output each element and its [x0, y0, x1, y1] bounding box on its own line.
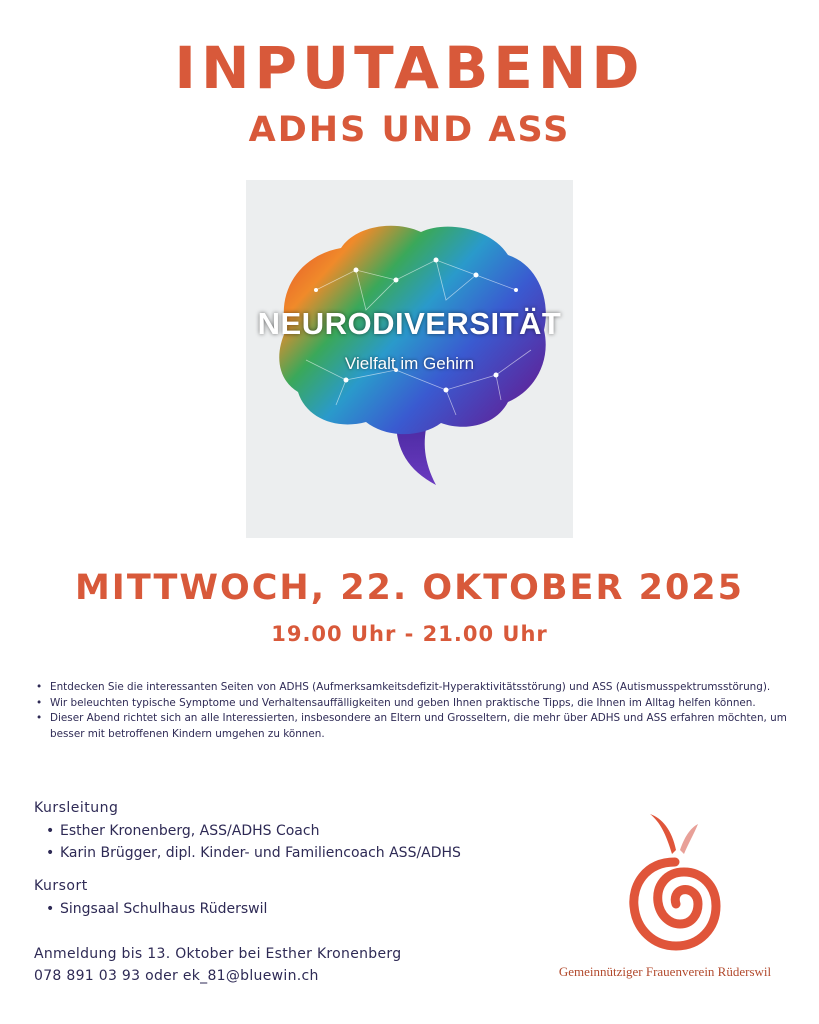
event-time: 19.00 Uhr - 21.00 Uhr [271, 622, 548, 646]
registration-contact: 078 891 03 93 oder ek_81@bluewin.ch [34, 968, 319, 984]
event-subtitle: ADHS UND ASS [248, 110, 571, 150]
intro-list [34, 680, 794, 742]
list-item [34, 711, 794, 742]
kursort-list [46, 898, 267, 920]
list-item [46, 820, 461, 842]
registration-line: Anmeldung bis 13. Oktober bei Esther Kronenberg [34, 946, 402, 962]
intro-text: Dieser Abend richtet sich an alle Interessierten, insbesondere an Eltern und Grosseltern, die mehr über ADHS und ASS erfahren möchten, um besser mit betroffenen Kindern umgehen zu können. [50, 712, 787, 740]
intro-text: Wir beleuchten typische Symptome und Verhaltensauffälligkeiten und geben Ihnen praktische Tipps, die Ihnen im Alltag helfen können. [50, 696, 756, 709]
kursleitung-list [46, 820, 461, 864]
hero-subtitle: Vielfalt im Gehirn [344, 354, 475, 373]
instructor-text: Karin Brügger, dipl. Kinder- und Familiencoach ASS/ADHS [60, 845, 461, 861]
list-item [34, 696, 794, 712]
registration-info [34, 943, 401, 987]
list-item [46, 842, 461, 864]
bullet-icon: • [36, 712, 43, 724]
bullet-icon: • [46, 845, 55, 861]
brain-illustration [246, 180, 573, 538]
location-text: Singsaal Schulhaus Rüderswil [60, 901, 268, 917]
bullet-icon: • [46, 823, 55, 839]
hero-title: NEURODIVERSITÄT [257, 306, 562, 341]
spiral-apple-logo [620, 804, 730, 954]
event-title: INPUTABEND [174, 34, 645, 102]
event-date: MITTWOCH, 22. OKTOBER 2025 [74, 568, 745, 608]
kursort-label: Kursort [34, 878, 88, 894]
intro-text: Entdecken Sie die interessanten Seiten von ADHS (Aufmerksamkeitsdefizit-Hyperaktivitätsstörung) und ASS (Autismusspektrumsstörung). [50, 681, 771, 693]
kursleitung-label: Kursleitung [34, 800, 119, 816]
bullet-icon: • [36, 696, 43, 709]
list-item [34, 680, 794, 696]
organization-name: Gemeinnütziger Frauenverein Rüderswil [558, 964, 772, 979]
instructor-text: Esther Kronenberg, ASS/ADHS Coach [60, 823, 320, 839]
bullet-icon: • [46, 901, 55, 917]
bullet-icon: • [36, 681, 43, 693]
list-item [46, 898, 267, 920]
